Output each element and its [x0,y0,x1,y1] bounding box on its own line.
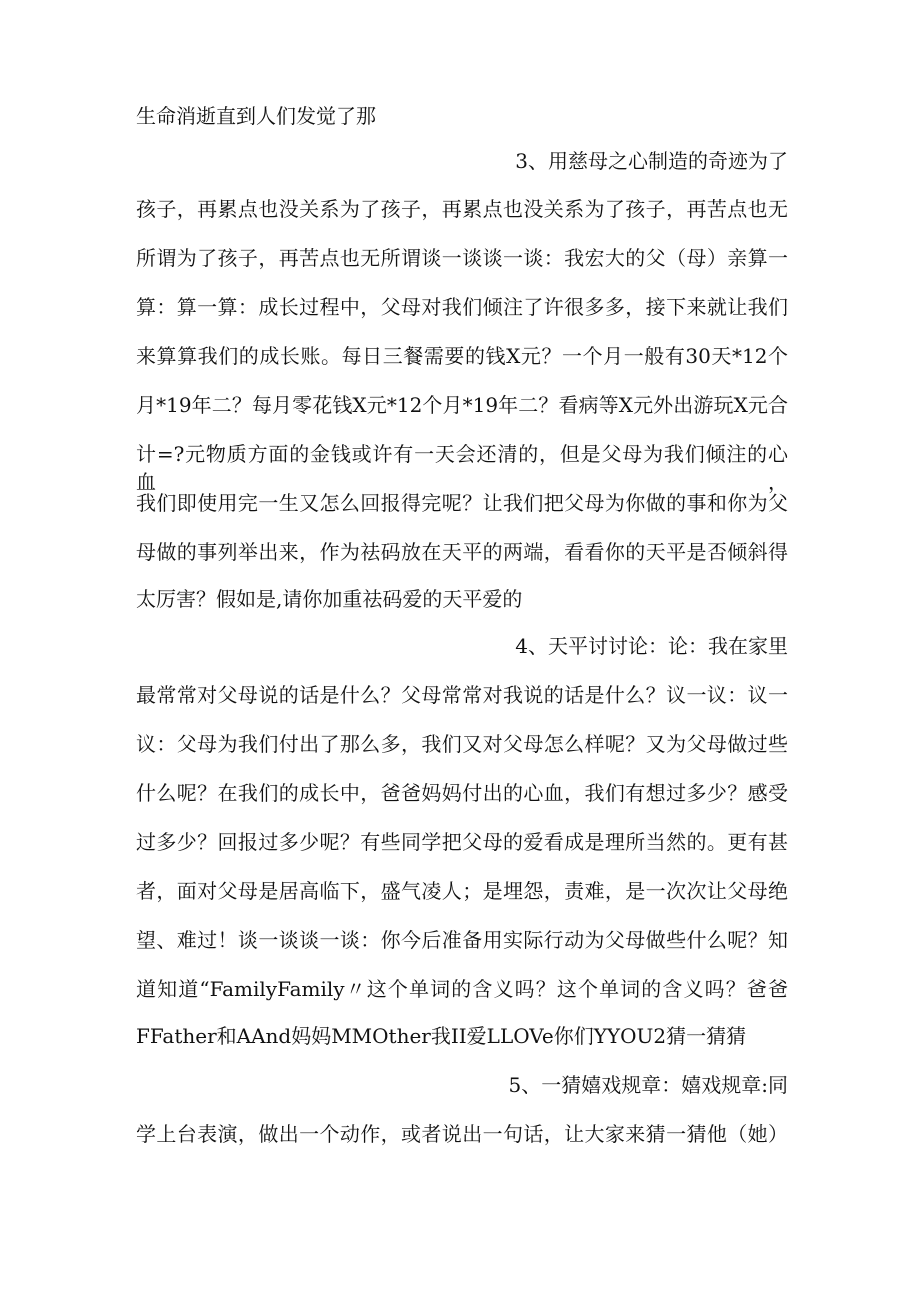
text-line-5: 算：算一算：成长过程中，父母对我们倾注了许很多多，接下来就让我们 [136,295,788,319]
text-line-15: 什么呢？在我们的成长中，爸爸妈妈付出的心血，我们有想过多少？感受 [136,781,788,805]
text-line-14: 议：父母为我们付出了那么多，我们又对父母怎么样呢？又为父母做过些 [136,732,788,756]
text-line-7: 月*19年二？每月零花钱X元*12个月*19年二？看病等X元外出游玩X元合 [136,393,788,417]
text-line-22: 学上台表演，做出一个动作，或者说出一句话，让大家来猜一猜他（她） [136,1122,788,1146]
text-line-10: 母做的事列举出来，作为祛码放在天平的两端，看看你的天平是否倾斜得 [136,540,788,564]
section-heading-4: 4、天平讨讨论：论：我在家里 [515,634,788,658]
text-line-8: 计=?元物质方面的金钱或许有一天会还清的，但是父母为我们倾注的心血， [136,442,788,494]
text-line-9: 我们即使用完一生又怎么回报得完呢？让我们把父母为你做的事和你为父 [136,491,788,515]
text-line-18: 望、难过！谈一谈谈一谈：你今后准备用实际行动为父母做些什么呢？知 [136,928,788,952]
text-line-17: 者，面对父母是居高临下，盛气凌人；是埋怨，责难，是一次次让父母绝 [136,879,788,903]
text-line-1: 生命消逝直到人们发觉了那 [136,104,376,128]
text-line-13: 最常常对父母说的话是什么？父母常常对我说的话是什么？议一议：议一 [136,683,788,707]
text-line-3: 孩子，再累点也没关系为了孩子，再累点也没关系为了孩子，再苦点也无 [136,197,788,221]
text-line-20: FFather和AAnd妈妈MMOther我II爱LLOVe你们YYOU2猜一猜猜 [136,1024,747,1048]
text-line-11: 太厉害？假如是,请你加重祛码爱的天平爱的 [136,587,523,611]
section-heading-3: 3、用慈母之心制造的奇迹为了 [515,149,788,173]
text-line-6: 来算算我们的成长账。每日三餐需要的钱X元？一个月一般有30天*12个 [136,344,788,368]
text-line-16: 过多少？回报过多少呢？有些同学把父母的爱看成是理所当然的。更有甚 [136,830,788,854]
text-line-19: 道知道“FamilyFamily〃这个单词的含义吗？这个单词的含义吗？爸爸 [136,977,788,1001]
section-heading-5: 5、一猜嬉戏规章：嬉戏规章:同 [508,1073,788,1097]
text-line-4: 所谓为了孩子，再苦点也无所谓谈一谈谈一谈：我宏大的父（母）亲算一 [136,246,788,270]
